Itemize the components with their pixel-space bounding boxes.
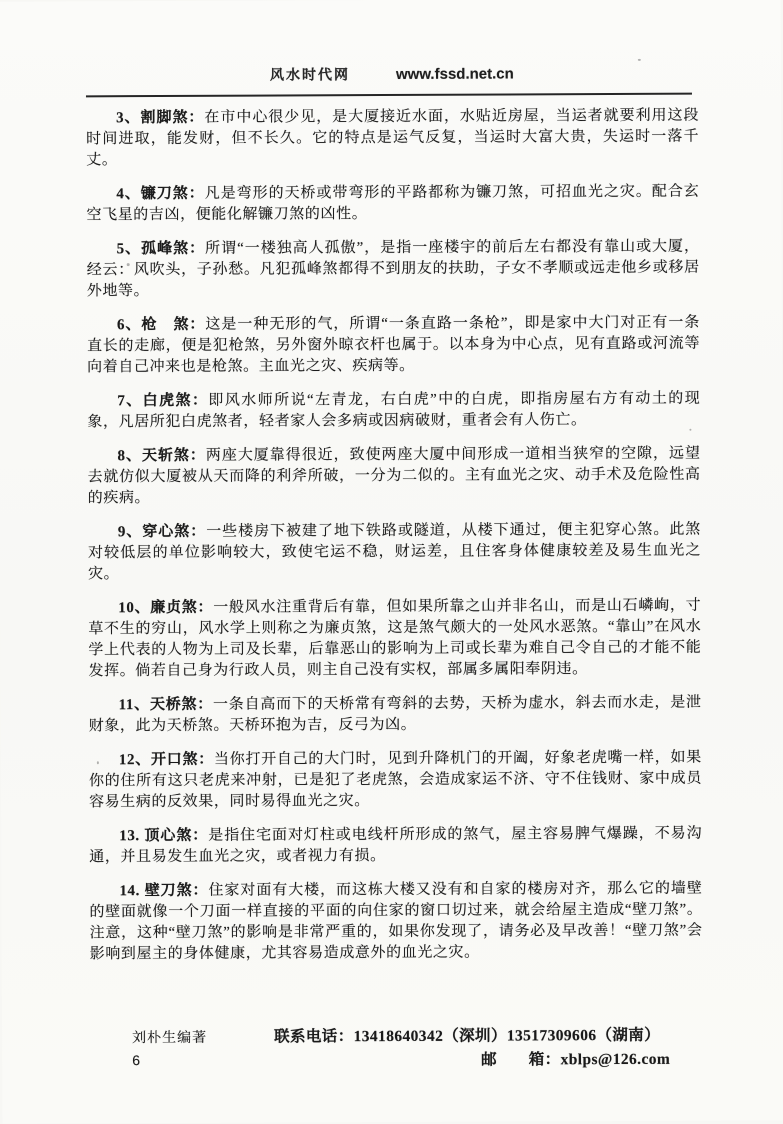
sha-item-13 — [89, 824, 702, 869]
contact-phone-line: 联系电话：13418640342（深圳）13517309606（湖南） — [274, 1026, 661, 1046]
site-url: www.fssd.net.cn — [395, 65, 514, 83]
scan-speckle — [97, 761, 99, 764]
sha-item-label: 12、开口煞： — [118, 751, 214, 769]
sha-item-text: 在市中心很少见，是大厦接近水面，水贴近房屋，当运者就要利用这段时间进取，能发财，但不长久。它的特点是运气反复，当运时大富大贵，失运时一落千丈。 — [86, 107, 700, 169]
sha-item-10 — [88, 596, 701, 683]
sha-item-text: 两座大厦靠得很近，致使两座大厦中间形成一道相当狭窄的空隙，远望去就仿似大厦被从天而降的利斧所破，一分为二似的。主有血光之灾、动手术及危险性高的疾病。 — [87, 445, 701, 507]
footer-contact-block — [274, 1024, 670, 1074]
sha-item-label: 8、天斩煞： — [117, 447, 206, 465]
sha-item-7 — [87, 389, 700, 434]
sha-item-text: 一条自高而下的天桥常有弯斜的去势，天桥为虚水，斜去而水走，是泄财象，此为天桥煞。天桥环抱为吉，反弓为凶。 — [88, 694, 702, 735]
sha-item-6 — [87, 313, 700, 379]
sha-item-text: 一般风水注重背后有靠，但如果所靠之山并非名山，而是山石嶙峋，寸草不生的穷山，风水学上则称之为廉贞煞，这是煞气颇大的一处风水恶煞。“靠山”在风水学上代表的人物为上司及长辈，后靠恶山的影响为上司或长辈为难自己令自己的才能不能发挥。倘若自己身为行政人员，则主自己没有实权，部属多属阳奉阴违。 — [88, 597, 702, 680]
scan-speckle — [689, 429, 691, 431]
sha-item-text: 是指住宅面对灯柱或电线杆所形成的煞气，屋主容易脾气爆躁，不易沟通，并且易发生血光之灾，或者视力有损。 — [89, 825, 703, 866]
page-number: 6 — [132, 1052, 141, 1069]
sha-item-label: 4、镰刀煞： — [116, 185, 205, 203]
page-header — [88, 63, 696, 86]
sha-item-4 — [86, 182, 699, 227]
footer-author-block — [132, 1029, 207, 1070]
scan-speckle — [127, 263, 130, 266]
sha-item-8 — [87, 444, 700, 510]
sha-item-text: 凡是弯形的天桥或带弯形的平路都称为镰刀煞，可招血光之灾。配合玄空飞星的吉凶，便能化解镰刀煞的凶性。 — [86, 183, 700, 224]
sha-item-11 — [89, 693, 702, 738]
sha-item-label: 13. 顶心煞： — [119, 827, 209, 845]
sha-item-label: 10、廉贞煞： — [118, 599, 214, 617]
sha-item-text: 所谓“一楼独高人孤傲”，是指一座楼宇的前后左右都没有靠山或大厦，经云：风吹头，子孙愁。凡犯孤峰煞都得不到朋友的扶助，子女不孝顺或远走他乡或移居外地等。 — [86, 238, 700, 300]
header-divider — [86, 93, 692, 98]
sha-item-text: 一些楼房下被建了地下铁路或隧道，从楼下通过，便主犯穿心煞。此煞对较低层的单位影响较大，致使宅运不稳，财运差，且住客身体健康较差及易生血光之灾。 — [87, 521, 701, 583]
scan-speckle — [638, 59, 641, 61]
author-name: 刘朴生编著 — [132, 1030, 208, 1047]
sha-item-5 — [87, 237, 700, 303]
sha-item-label: 6、枪 煞： — [116, 316, 206, 334]
sha-item-label: 3、割脚煞： — [116, 109, 205, 127]
sha-item-label: 5、孤峰煞： — [116, 240, 206, 258]
sha-item-12 — [89, 748, 702, 814]
sha-item-9 — [88, 520, 701, 586]
sha-item-text: 住家对面有大楼，而这栋大楼又没有和自家的楼房对齐，那么它的墙壁的壁面就像一个刀面一样直接的平面的向住家的窗口切过来，就会给屋主造成“壁刀煞”。注意，这种“壁刀煞”的影响是非常严重的，如果你发现了，请务必及早改善！“壁刀煞”会影响到屋主的身体健康，尤其容易造成意外的血光之灾。 — [89, 880, 703, 963]
sha-item-label: 9、穿心煞： — [117, 523, 207, 541]
contact-email-line: 邮 箱：xblps@126.com — [481, 1050, 671, 1069]
sha-item-3 — [86, 106, 699, 172]
sha-item-label: 11、天桥煞： — [118, 696, 214, 714]
sha-item-text: 这是一种无形的气，所谓“一条直路一条枪”，即是家中大门对正有一条直长的走廊，便是犯枪煞，另外窗外晾衣杆也属于。以本身为中心点，见有直路或河流等向着自己冲来也是枪煞。主血光之灾、疾病等。 — [87, 314, 701, 376]
sha-item-text: 当你打开自己的大门时，见到升降机门的开阖，好象老虎嘴一样，如果你的住所有这只老虎来冲射，已是犯了老虎煞，会造成家运不济、守不住钱财、家中成员容易生病的反效果，同时易得血光之灾。 — [88, 749, 702, 811]
sha-item-text: 即风水师所说“左青龙，右白虎”中的白虎，即指房屋右方有动土的现象，凡居所犯白虎煞者，轻者家人会多病或因病破财，重者会有人伤亡。 — [87, 390, 701, 431]
sha-item-label: 7、白虎煞： — [117, 392, 209, 410]
document-body — [86, 106, 703, 979]
site-name: 风水时代网 — [269, 68, 351, 84]
sha-item-14 — [89, 879, 702, 966]
sha-item-label: 14. 壁刀煞： — [119, 882, 209, 900]
